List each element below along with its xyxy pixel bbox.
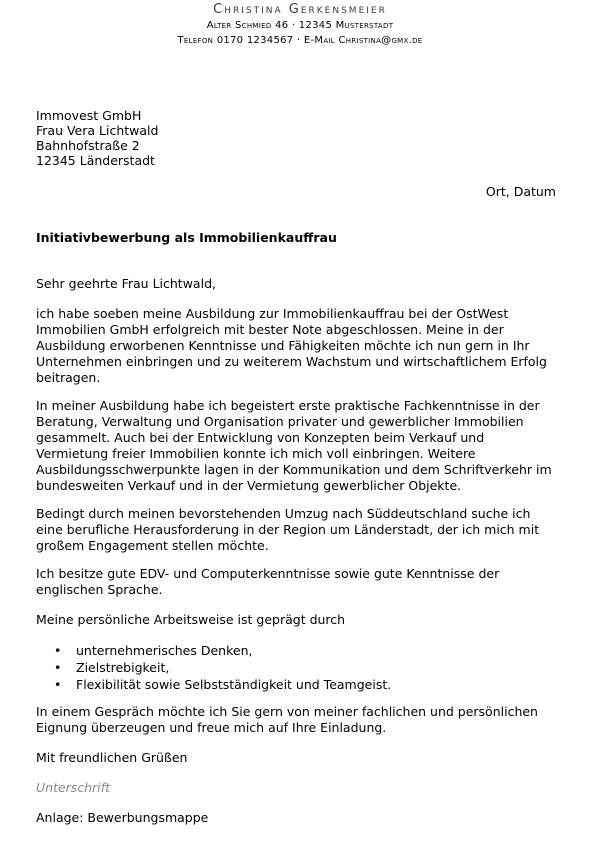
body-paragraph: Ich besitze gute EDV- und Computerkenntnisse sowie gute Kenntnisse der englischen Sprache. (36, 566, 500, 597)
recipient-address (36, 108, 556, 168)
enclosure-note: Anlage: Bewerbungsmappe (36, 810, 209, 825)
list-item (52, 676, 391, 693)
place-date: Ort, Datum (485, 184, 556, 199)
sender-contact: Telefon 0170 1234567 · E-Mail Christina@gmx.de (177, 35, 423, 46)
letterhead (0, 2, 600, 48)
salutation: Sehr geehrte Frau Lichtwald, (36, 276, 216, 291)
list-item-text: Flexibilität sowie Selbstständigkeit und Teamgeist. (76, 677, 392, 692)
list-item (52, 659, 391, 676)
recipient-company: Immovest GmbH (36, 108, 142, 123)
recipient-city: 12345 Länderstadt (36, 153, 155, 168)
body-paragraph: Meine persönliche Arbeitsweise ist geprägt durch (36, 612, 346, 627)
signature-placeholder: Unterschrift (36, 780, 111, 795)
sender-address: Alter Schmied 46 · 12345 Musterstadt (206, 20, 394, 31)
list-item-text: unternehmerisches Denken, (76, 643, 253, 658)
recipient-street: Bahnhofstraße 2 (36, 138, 140, 153)
qualities-list (52, 642, 391, 693)
bullet-icon: • (54, 660, 62, 675)
bullet-icon: • (54, 643, 62, 658)
list-item (52, 642, 391, 659)
recipient-person: Frau Vera Lichtwald (36, 123, 159, 138)
subject-line: Initiativbewerbung als Immobilienkauffrau (36, 230, 337, 245)
body-paragraph: In einem Gespräch möchte ich Sie gern von meiner fachlichen und persönlichen Eignung überzeugen und freue mich auf Ihre Einladung. (36, 704, 538, 735)
body-paragraph: ich habe soeben meine Ausbildung zur Immobilienkauffrau bei der OstWest Immobilien GmbH erfolgreich mit bester Note abgeschlossen. Meine in der Ausbildung erworbenen Kenntnisse und Fähigkeiten möchte ich nun gern in Ihr Unternehmen einbringen und zu weiterem Wachstum und wirtschaftlichem Erfolg beitragen. (36, 306, 547, 385)
sender-name: Christina Gerkensmeier (213, 2, 387, 17)
closing-formula: Mit freundlichen Grüßen (36, 750, 188, 765)
bullet-icon: • (54, 677, 62, 692)
list-item-text: Zielstrebigkeit, (76, 660, 170, 675)
body-paragraph: Bedingt durch meinen bevorstehenden Umzug nach Süddeutschland suche ich eine berufliche Herausforderung in der Region um Länderstadt, der ich mich mit großem Engagement stellen möchte. (36, 506, 540, 553)
body-paragraph: In meiner Ausbildung habe ich begeistert erste praktische Fachkenntnisse in der Beratung, Verwaltung und Organisation privater und gewerblicher Immobilien gesammelt. Auch bei der Entwicklung von Konzepten beim Verkauf und Vermietung freier Immobilien konnte ich mich voll einbringen. Weitere Ausbildungsschwerpunkte lagen in der Kommunikation und dem Schriftverkehr im bundesweiten Verkauf und in der Vermietung gewerblicher Objekte. (36, 398, 552, 493)
